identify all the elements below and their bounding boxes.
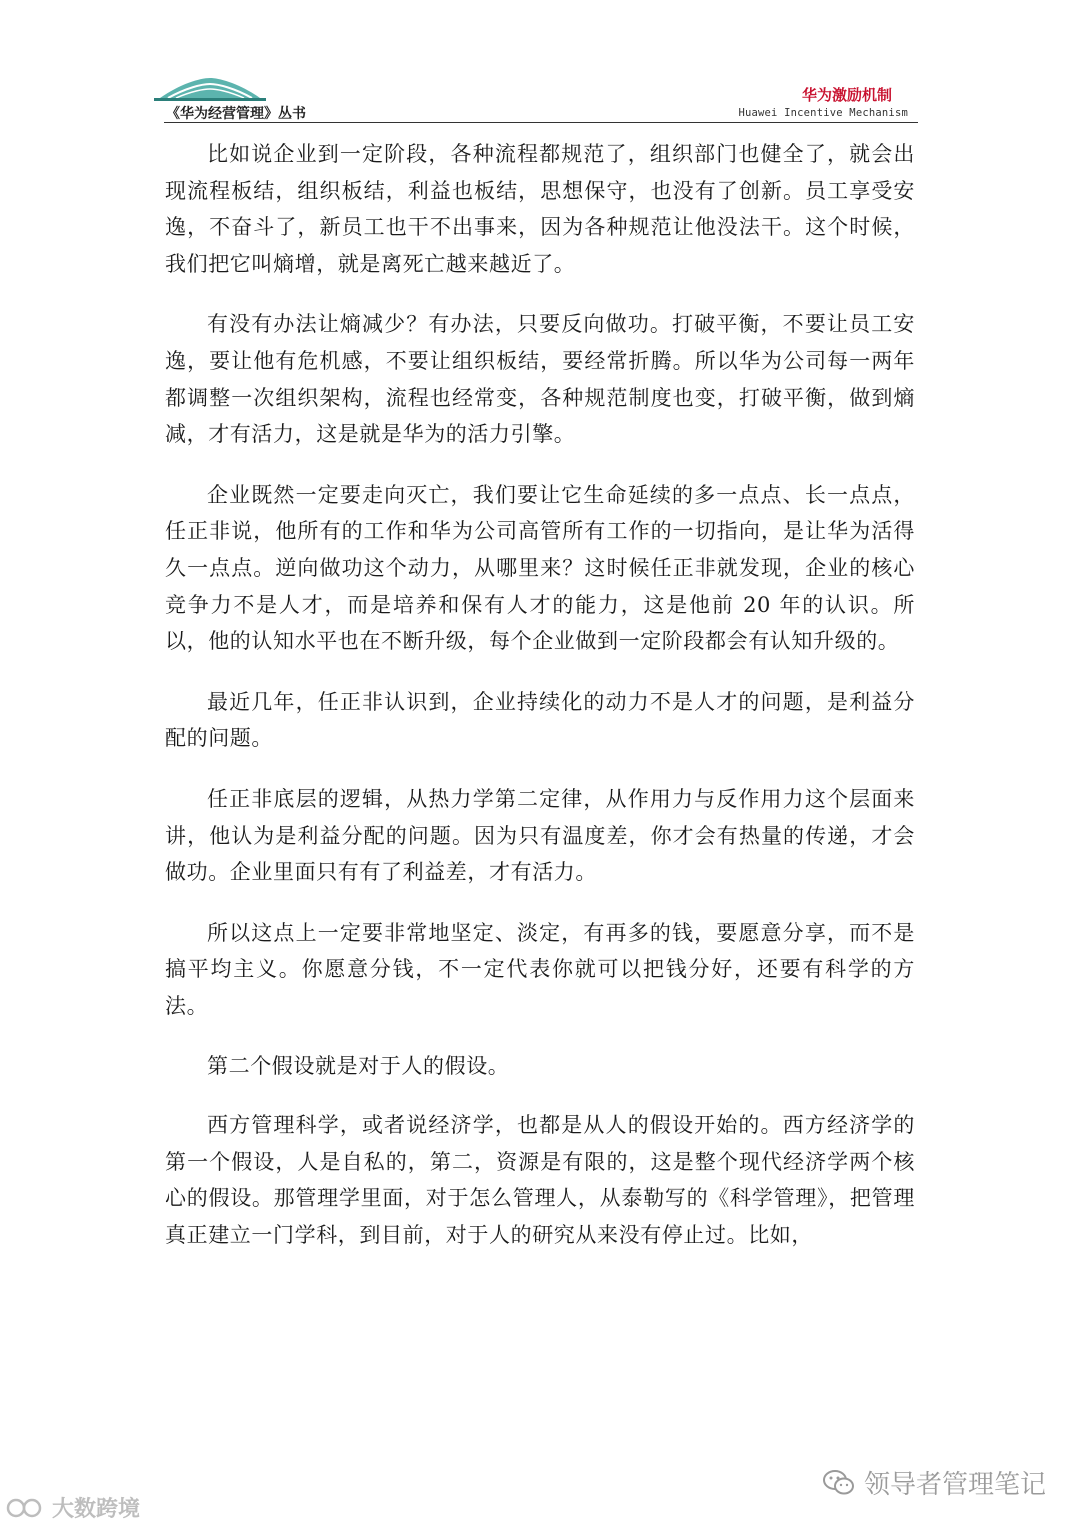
- watermark-right-text: 领导者管理笔记: [863, 1470, 1046, 1500]
- header-divider: [164, 122, 918, 123]
- page-header: [0, 0, 1080, 130]
- paragraph: 企业既然一定要走向灭亡，我们要让它生命延续的多一点点、长一点点，任正非说，他所有的工作和华为公司高管所有工作的一切指向，是让华为活得久一点点。逆向做功这个动力，从哪里来？这时候任正非就发现，企业的核心竞争力不是人才，而是培养和保有人才的能力，这是他前 20 年的认识。所以，他的认知水平也在不断升级，每个企业做到一定阶段都会有认知升级的。: [165, 482, 915, 654]
- document-body: [165, 136, 915, 1277]
- watermark-left-text: 大数跨境: [52, 1497, 141, 1522]
- brand-subtitle: Huawei Incentive Mechanism: [738, 107, 908, 119]
- watermark-logo-icon: [6, 1496, 46, 1520]
- mountain-logo-icon: [150, 74, 270, 104]
- wechat-icon: [822, 1469, 856, 1497]
- watermark-right: [822, 1464, 1046, 1501]
- paragraph: 比如说企业到一定阶段，各种流程都规范了，组织部门也健全了，就会出现流程板结，组织板结，利益也板结，思想保守，也没有了创新。员工享受安逸，不奋斗了，新员工也干不出事来，因为各种规范让他没法干。这个时候，我们把它叫熵增，就是离死亡越来越近了。: [165, 142, 915, 276]
- paragraph: 西方管理科学，或者说经济学，也都是从人的假设开始的。西方经济学的第一个假设，人是自私的，第二，资源是有限的，这是整个现代经济学两个核心的假设。那管理学里面，对于怎么管理人，从泰勒写的《科学管理》，把管理真正建立一门学科，到目前，对于人的研究从来没有停止过。比如，: [165, 1113, 915, 1247]
- watermark-left: [6, 1492, 140, 1523]
- paragraph: 任正非底层的逻辑，从热力学第二定律，从作用力与反作用力这个层面来讲，他认为是利益分配的问题。因为只有温度差，你才会有热量的传递，才会做功。企业里面只有有了利益差，才有活力。: [165, 786, 915, 885]
- paragraph: 有没有办法让熵减少？有办法，只要反向做功。打破平衡，不要让员工安逸，要让他有危机感，不要让组织板结，要经常折腾。所以华为公司每一两年都调整一次组织架构，流程也经常变，各种规范制度也变，打破平衡，做到熵减，才有活力，这是就是华为的活力引擎。: [165, 312, 915, 447]
- brand-title: 华为激励机制: [801, 86, 892, 104]
- paragraph: 所以这点上一定要非常地坚定、淡定，有再多的钱，要愿意分享，而不是搞平均主义。你愿意分钱，不一定代表你就可以把钱分好，还要有科学的方法。: [165, 920, 915, 1018]
- paragraph: 最近几年，任正非认识到，企业持续化的动力不是人才的问题，是利益分配的问题。: [165, 689, 915, 751]
- paragraph: 第二个假设就是对于人的假设。: [207, 1054, 510, 1079]
- series-title: 《华为经营管理》丛书: [166, 106, 306, 122]
